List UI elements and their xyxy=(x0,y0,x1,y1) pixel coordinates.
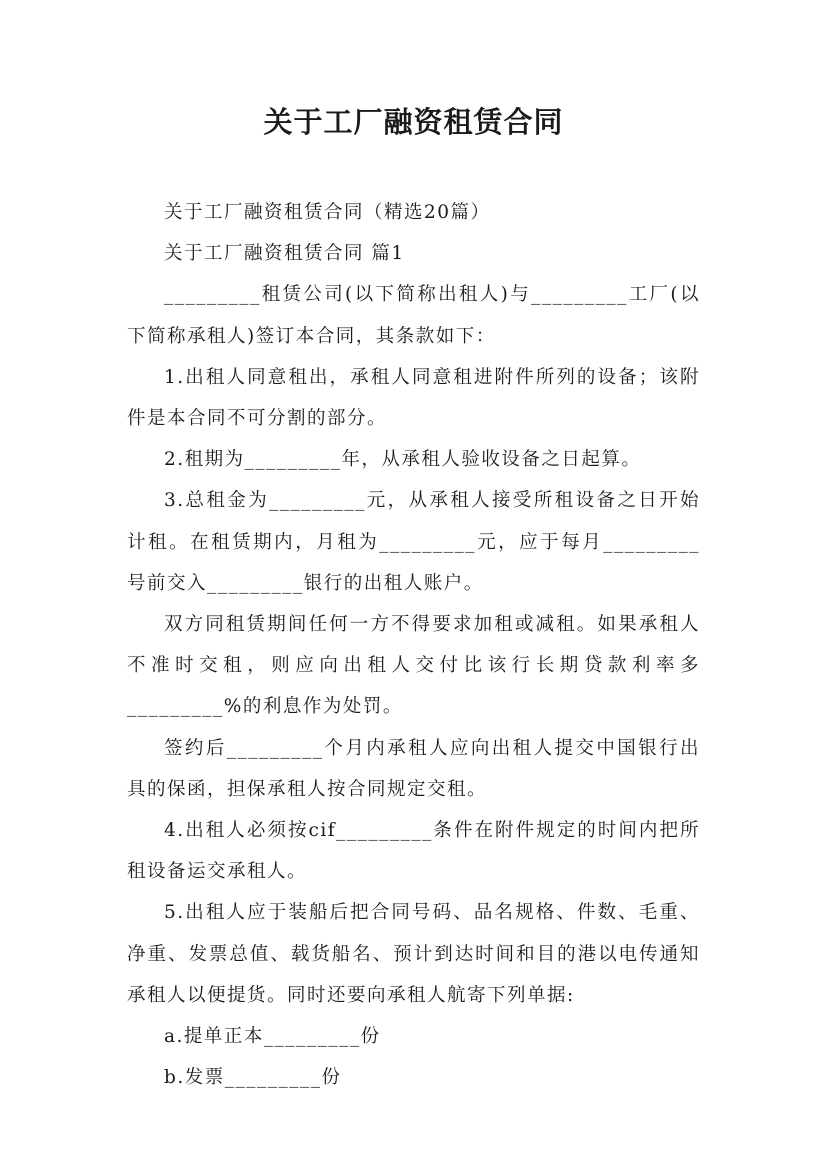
paragraph-clause-5: 5.出租人应于装船后把合同号码、品名规格、件数、毛重、净重、发票总值、载货船名、预计到达时间和目的港以电传通知承租人以便提货。同时还要向承租人航寄下列单据: xyxy=(127,902,700,1006)
paragraph-clause-3: 3.总租金为_________元，从承租人接受所租设备之日开始计租。在租赁期内，月租为_________元，应于每月_________号前交入_________银行的出租人账户。 xyxy=(127,490,700,594)
paragraph-section-heading: 关于工厂融资租赁合同 篇1 xyxy=(164,243,405,265)
document-body xyxy=(127,192,700,1098)
paragraph-rent-adjustment: 双方同租赁期间任何一方不得要求加租或减租。如果承租人不准时交租，则应向出租人交付比该行长期贷款利率多_________%的利息作为处罚。 xyxy=(127,614,700,718)
paragraph-guarantee: 签约后_________个月内承租人应向出租人提交中国银行出具的保函，担保承租人按合同规定交租。 xyxy=(127,737,700,800)
paragraph-clause-4: 4.出租人必须按cif_________条件在附件规定的时间内把所租设备运交承租人。 xyxy=(127,820,700,883)
paragraph-parties: _________租赁公司(以下简称出租人)与_________工厂(以下简称承租人)签订本合同，其条款如下： xyxy=(127,284,700,347)
paragraph-subtitle: 关于工厂融资租赁合同（精选20篇） xyxy=(164,202,491,223)
paragraph-clause-1: 1.出租人同意租出，承租人同意租进附件所列的设备；该附件是本合同不可分割的部分。 xyxy=(127,366,700,430)
document-title: 关于工厂融资租赁合同 xyxy=(263,105,564,139)
paragraph-item-a: a.提单正本_________份 xyxy=(164,1026,381,1048)
paragraph-item-b: b.发票_________份 xyxy=(164,1067,342,1089)
paragraph-clause-2: 2.租期为_________年，从承租人验收设备之日起算。 xyxy=(164,449,642,471)
